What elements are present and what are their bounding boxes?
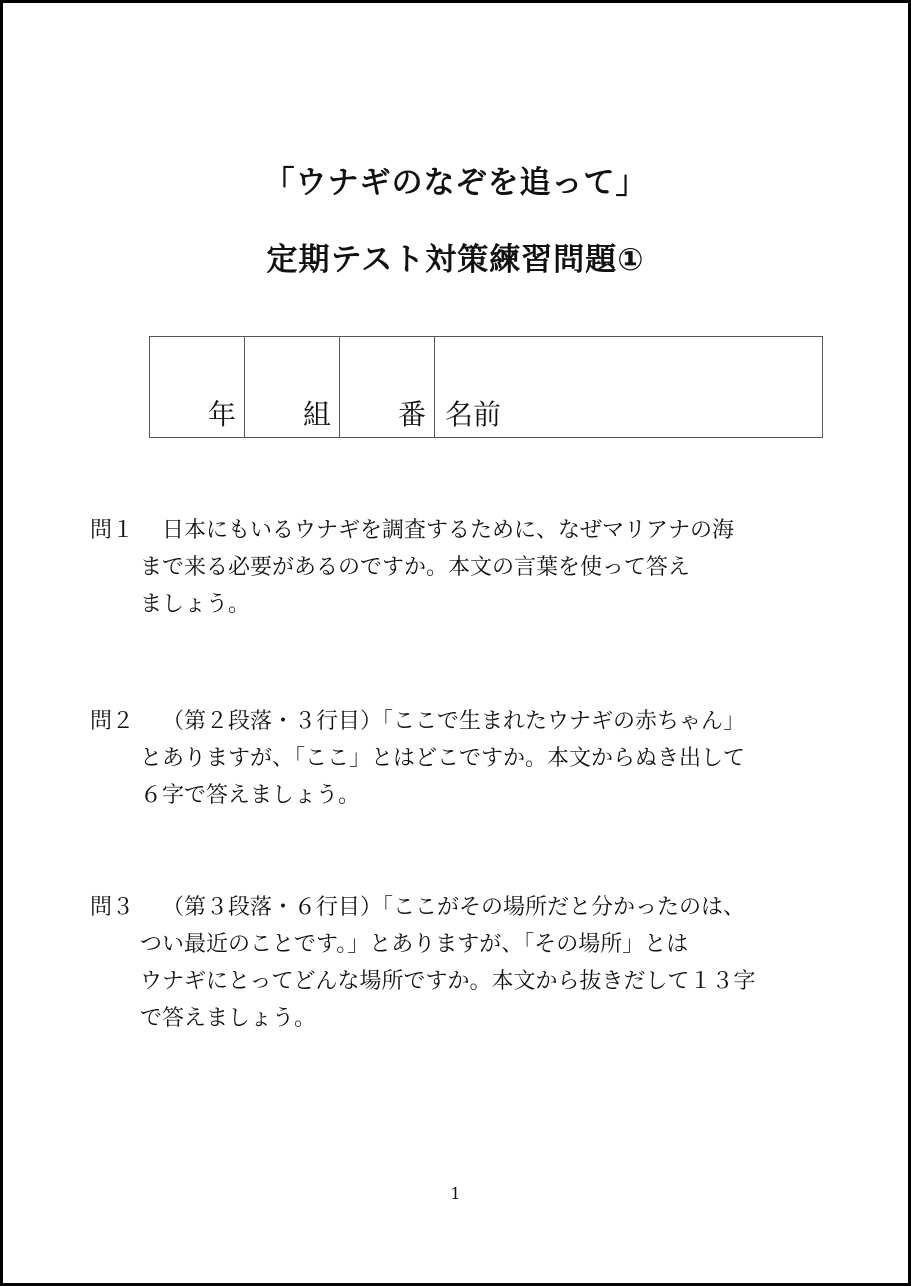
question-text-line: 日本にもいるウナギを調査するために、なぜマリアナの海 [162, 518, 735, 543]
student-info-table [149, 336, 823, 438]
question-text-line: ウナギにとってどんな場所ですか。本文から抜きだして１３字 [140, 969, 756, 994]
document-title: 「ウナギのなぞを追って」 [263, 165, 648, 201]
question-text-line: で答えましょう。 [140, 1006, 317, 1031]
question-number: 問３ [90, 895, 135, 920]
name-label: 名前 [445, 398, 502, 431]
number-label: 番 [397, 398, 426, 431]
question-text-line: （第２段落・３行目）「ここで生まれたウナギの赤ちゃん」 [162, 709, 746, 734]
year-field[interactable] [150, 337, 245, 438]
question-text-line: まで来る必要があるのですか。本文の言葉を使って答え [140, 555, 691, 580]
question-3 [90, 889, 830, 1037]
question-text-line: （第３段落・６行目）「ここがその場所だと分かったのは、 [162, 895, 746, 920]
question-text-line: ましょう。 [140, 592, 251, 617]
class-label: 組 [302, 398, 331, 431]
question-text-line: つい最近のことです。」とありますが、「その場所」とは [140, 932, 689, 957]
class-field[interactable] [245, 337, 340, 438]
number-field[interactable] [340, 337, 435, 438]
document-subtitle: 定期テスト対策練習問題① [266, 242, 645, 278]
question-text-line: とありますが、「ここ」とはどこですか。本文からぬき出して [140, 746, 746, 771]
question-number: 問１ [90, 518, 135, 543]
question-1 [90, 512, 830, 623]
page-number: 1 [450, 1184, 461, 1203]
question-2 [90, 703, 830, 814]
name-field[interactable] [435, 337, 823, 438]
question-text-line: ６字で答えましょう。 [140, 783, 361, 808]
year-label: 年 [207, 398, 236, 431]
question-number: 問２ [90, 709, 135, 734]
